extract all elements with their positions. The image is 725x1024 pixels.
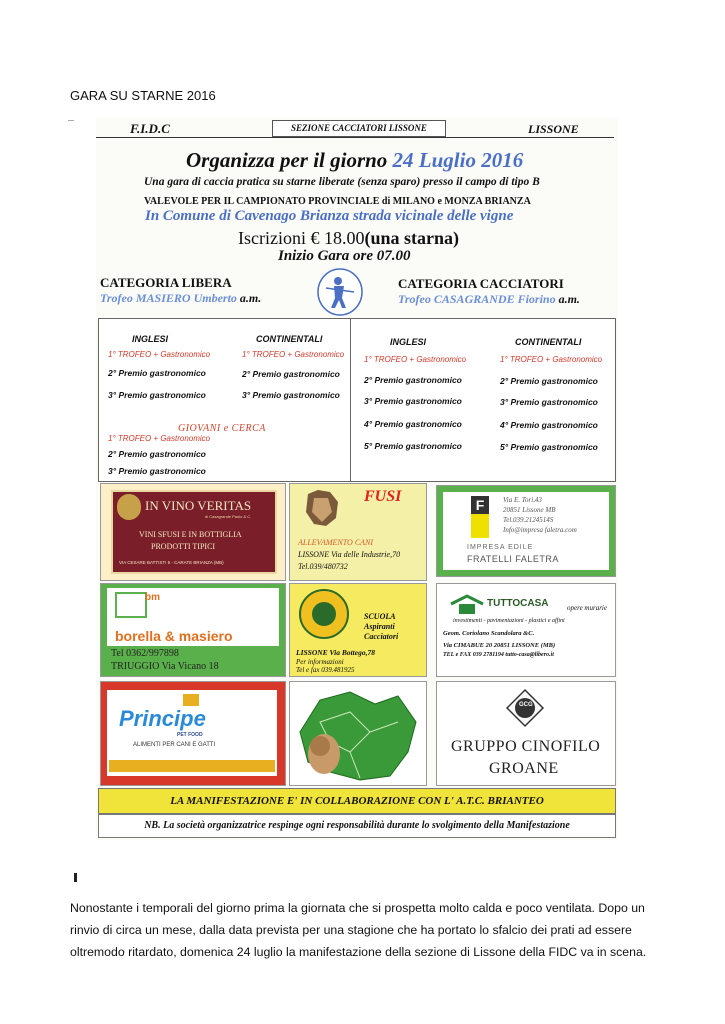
header-divider bbox=[96, 137, 614, 138]
scuola-t3: Cacciatori bbox=[364, 632, 399, 641]
sponsor-scuola bbox=[289, 583, 427, 677]
faletra-mail: Info@impresa faletra.com bbox=[503, 526, 577, 534]
prize-1-cacc-inglesi: 1° TROFEO + Gastronomico bbox=[364, 355, 467, 364]
col-continentali-libera: CONTINENTALI bbox=[256, 334, 323, 344]
prize-3-cacc-continentali: 3° Premio gastronomico bbox=[500, 397, 598, 407]
trofeo-libera-name: Trofeo MASIERO Umberto bbox=[100, 291, 237, 305]
prize-3-libera-continentali: 3° Premio gastronomico bbox=[242, 390, 340, 400]
fusi-title: FUSI bbox=[364, 488, 402, 505]
cinofilo-line2: GROANE bbox=[489, 760, 559, 777]
faletra-tel: Tel.039.2124514S bbox=[503, 516, 554, 524]
tuttocasa-tag: opere murarie bbox=[567, 604, 607, 612]
am-label: a.m. bbox=[558, 292, 580, 306]
crown-icon bbox=[183, 694, 199, 706]
invino-address: VIA CESARE BATTISTI 5 - CARATE BRIANZA (MB) bbox=[119, 560, 224, 565]
trofeo-cacciatori bbox=[398, 292, 580, 307]
cinofilo-line1: GRUPPO CINOFILO bbox=[451, 738, 601, 755]
faletra-logo-icon: F bbox=[471, 496, 489, 514]
prize-table-divider bbox=[350, 318, 351, 482]
category-cacciatori: CATEGORIA CACCIATORI bbox=[398, 276, 564, 291]
tuttocasa-name: TUTTOCASA bbox=[487, 598, 549, 609]
trofeo-cacciatori-name: Trofeo CASAGRANDE Fiorino bbox=[398, 292, 556, 306]
collaboration-banner: LA MANIFESTAZIONE E' IN COLLABORAZIONE CON L' A.T.C. BRIANTEO bbox=[98, 788, 616, 814]
tuttocasa-address: Via CIMABUE 20 20851 LISSONE (MB) bbox=[443, 642, 556, 649]
prize-3-giovani: 3° Premio gastronomico bbox=[108, 466, 206, 476]
article-paragraph: Nonostante i temporali del giorno prima la giornata che si prospetta molto calda e poco ventilata. Dopo un rinvio di circa un mese, dalla data prevista per una stagione che ha portato lo sfalcio dei prati ad essere oltremodo ritardato, domenica 24 luglio la manifestazione della sezione di Lissone della FIDC va in scena. bbox=[70, 901, 647, 959]
principe-line: ALIMENTI PER CANI E GATTI bbox=[133, 742, 216, 748]
tuttocasa-tel: TEL e FAX 039 2781194 tutto-casa@libero.it bbox=[443, 652, 554, 658]
school-badge-icon bbox=[296, 588, 352, 640]
scuola-tel: Tel e fax 039.481925 bbox=[296, 666, 355, 674]
prize-1-cacc-continentali: 1° TROFEO + Gastronomico bbox=[500, 355, 603, 364]
scuola-t2: Aspiranti bbox=[364, 622, 395, 631]
sponsor-atc-map bbox=[289, 681, 427, 786]
fusi-sub: ALLEVAMENTO CANI bbox=[298, 538, 374, 547]
invino-line2: PRODOTTI TIPICI bbox=[151, 542, 216, 551]
sponsor-tuttocasa bbox=[436, 583, 616, 677]
tuttocasa-services: investimenti - pavimentazioni - plastici e affini bbox=[453, 618, 565, 624]
borella-logo-icon bbox=[115, 592, 147, 618]
flyer-subtitle-2: VALEVOLE PER IL CAMPIONATO PROVINCIALE di MILANO e MONZA BRIANZA bbox=[144, 196, 531, 207]
scan-mark bbox=[74, 873, 77, 882]
prize-1-giovani: 1° TROFEO + Gastronomico bbox=[108, 434, 211, 443]
faletra-addr2: 20851 Lissone MB bbox=[503, 506, 556, 514]
flyer-header-section: SEZIONE CACCIATORI LISSONE bbox=[272, 120, 446, 137]
flyer-header-left: F.I.D.C bbox=[130, 121, 170, 136]
principe-name: Principe bbox=[119, 706, 206, 731]
flyer-headline bbox=[186, 148, 523, 173]
prize-4-cacc-inglesi: 4° Premio gastronomico bbox=[364, 419, 462, 429]
prize-2-giovani: 2° Premio gastronomico bbox=[108, 449, 206, 459]
sponsor-borella: bm borella & masiero Tel 0362/997898 TRIUGGIO Via Vicano 18 bbox=[100, 583, 286, 677]
invino-sub: di Casagrande Paolo & C. bbox=[205, 514, 252, 519]
event-date: 24 Luglio 2016 bbox=[392, 148, 524, 172]
tuttocasa-geom: Geom. Coriolano Scandolara &C. bbox=[443, 630, 535, 637]
scuola-t1: SCUOLA bbox=[364, 612, 396, 621]
hunter-emblem-icon bbox=[316, 268, 364, 316]
borella-address: TRIUGGIO Via Vicano 18 bbox=[111, 661, 219, 672]
am-label: a.m. bbox=[239, 291, 262, 305]
scuola-info: Per informazioni bbox=[296, 658, 344, 666]
dog-head-icon bbox=[298, 488, 346, 528]
principe-sub: PET FOOD bbox=[177, 732, 203, 738]
col-inglesi-libera: INGLESI bbox=[132, 334, 169, 344]
scan-mark bbox=[68, 120, 74, 121]
prize-4-cacc-continentali: 4° Premio gastronomico bbox=[500, 420, 598, 430]
giovani-cerca-heading: GIOVANI e CERCA bbox=[178, 423, 266, 434]
scuola-address: LISSONE Via Bottego,78 bbox=[296, 648, 375, 657]
prize-5-cacc-inglesi: 5° Premio gastronomico bbox=[364, 441, 462, 451]
sponsor-principe bbox=[100, 681, 286, 786]
faletra-addr1: Via E. Tori,43 bbox=[503, 496, 542, 504]
sponsor-invino bbox=[100, 483, 286, 581]
document-title: GARA SU STARNE 2016 bbox=[70, 88, 216, 103]
fee-note: (una starna) bbox=[364, 228, 459, 248]
trofeo-libera bbox=[100, 291, 261, 306]
prize-5-cacc-continentali: 5° Premio gastronomico bbox=[500, 442, 598, 452]
invino-line1: VINI SFUSI E IN BOTTIGLIA bbox=[139, 530, 242, 539]
sponsor-fusi bbox=[289, 483, 427, 581]
flyer-subtitle-1: Una gara di caccia pratica su starne liberate (senza sparo) presso il campo di tipo B bbox=[144, 176, 540, 188]
grape-logo-icon bbox=[117, 494, 141, 520]
borella-name: borella & masiero bbox=[115, 628, 233, 644]
category-libera: CATEGORIA LIBERA bbox=[100, 275, 232, 290]
prize-1-libera-continentali: 1° TROFEO + Gastronomico bbox=[242, 350, 345, 359]
registration-fee bbox=[238, 228, 459, 249]
flyer-header-right: LISSONE bbox=[528, 122, 579, 136]
cinofilo-badge-text: GCG bbox=[519, 702, 533, 708]
col-inglesi-cacciatori: INGLESI bbox=[390, 337, 427, 347]
prize-2-libera-continentali: 2° Premio gastronomico bbox=[242, 369, 340, 379]
sponsor-faletra bbox=[436, 485, 616, 577]
headline-text: Organizza per il giorno bbox=[186, 148, 388, 172]
fusi-tel: Tel.039/480732 bbox=[298, 562, 348, 571]
fee-text: Iscrizioni € 18.00 bbox=[238, 228, 365, 248]
disclaimer-banner: NB. La società organizzatrice respinge ogni responsabilità durante lo svolgimento della Manifestazione bbox=[98, 814, 616, 838]
faletra-line2: FRATELLI FALETRA bbox=[467, 554, 559, 564]
region-map-icon bbox=[290, 682, 426, 785]
invino-title: IN VINO VERITAS bbox=[145, 498, 252, 513]
prize-2-libera-inglesi: 2° Premio gastronomico bbox=[108, 368, 206, 378]
fusi-address: LISSONE Via delle Industrie,70 bbox=[298, 550, 401, 559]
prize-2-cacc-continentali: 2° Premio gastronomico bbox=[500, 376, 598, 386]
house-logo-icon bbox=[449, 594, 485, 616]
flyer-location: In Comune di Cavenago Brianza strada vicinale delle vigne bbox=[145, 208, 514, 224]
prize-3-cacc-inglesi: 3° Premio gastronomico bbox=[364, 396, 462, 406]
col-continentali-cacciatori: CONTINENTALI bbox=[515, 337, 582, 347]
prize-1-libera-inglesi: 1° TROFEO + Gastronomico bbox=[108, 350, 211, 359]
sponsor-cinofilo bbox=[436, 681, 616, 786]
prize-2-cacc-inglesi: 2° Premio gastronomico bbox=[364, 375, 462, 385]
cinofilo-badge-icon bbox=[503, 686, 547, 730]
borella-tel: Tel 0362/997898 bbox=[111, 648, 179, 659]
prize-3-libera-inglesi: 3° Premio gastronomico bbox=[108, 390, 206, 400]
start-time: Inizio Gara ore 07.00 bbox=[278, 248, 411, 264]
faletra-line1: IMPRESA EDILE bbox=[467, 544, 534, 551]
